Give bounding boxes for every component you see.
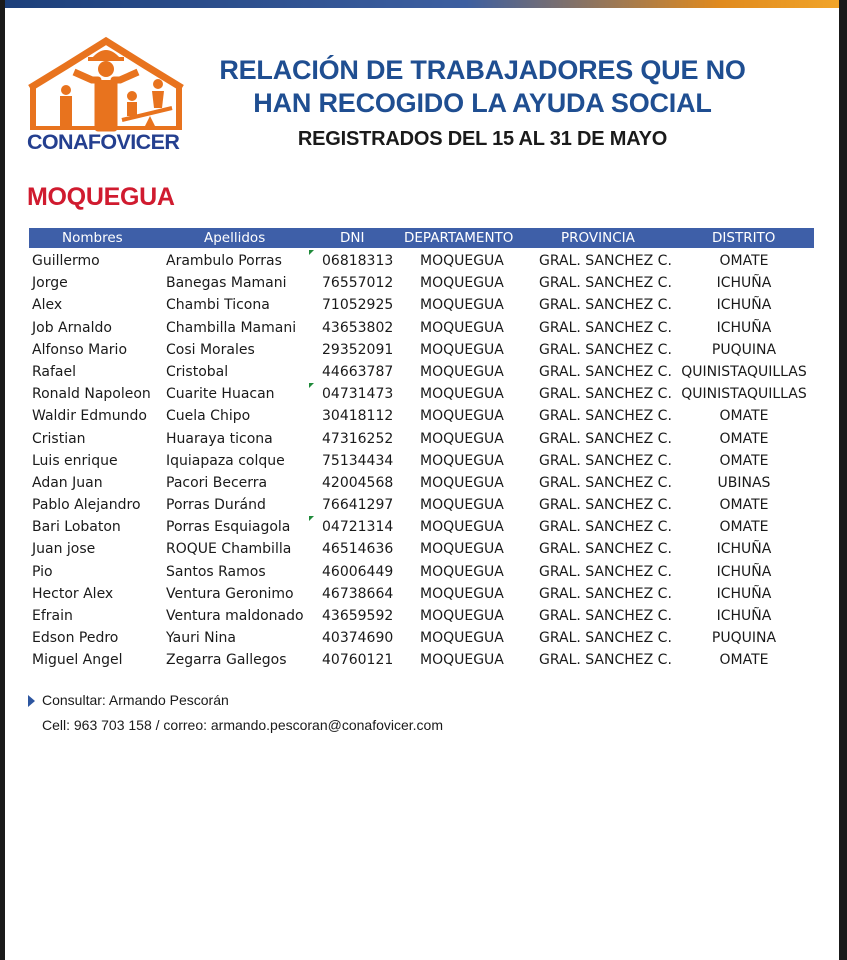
cell-marker-icon [309,383,314,388]
cell-departamento: MOQUEGUA [420,386,504,403]
cell-distrito: OMATE [719,253,769,269]
col-header-dni: DNI [340,230,365,246]
cell-apellidos: Yauri Nina [166,630,236,647]
cell-provincia: GRAL. SANCHEZ C. [539,608,672,624]
cell-distrito: OMATE [719,519,769,536]
cell-departamento: MOQUEGUA [420,563,504,580]
cell-nombres: Pablo Alejandro [32,497,141,514]
cell-nombres: Alfonso Mario [32,341,128,358]
cell-departamento: MOQUEGUA [420,519,504,536]
title-line-1: RELACIÓN DE TRABAJADORES QUE NO [219,55,746,85]
cell-provincia: GRAL. SANCHEZ C. [539,497,672,514]
triangle-right-icon [28,695,35,707]
cell-provincia: GRAL. SANCHEZ C. [539,519,672,536]
cell-nombres: Adan Juan [32,474,103,491]
table-row [0,516,847,538]
table-row [0,405,847,427]
cell-provincia: GRAL. SANCHEZ C. [539,563,672,580]
cell-dni: 75134434 [322,452,394,469]
table-row [0,605,847,627]
page-title [190,54,775,120]
cell-apellidos: Porras Duránd [166,497,266,514]
table-header [29,228,814,248]
cell-apellidos: Banegas Mamani [166,275,287,292]
cell-provincia: GRAL. SANCHEZ C. [539,253,672,269]
cell-nombres: Ronald Napoleon [32,386,151,403]
cell-nombres: Juan jose [32,541,96,558]
cell-provincia: GRAL. SANCHEZ C. [539,408,672,425]
cell-departamento: MOQUEGUA [420,430,504,447]
cell-apellidos: Ventura maldonado [166,608,304,624]
col-header-nombres: Nombres [62,230,123,246]
cell-distrito: ICHUÑA [716,275,772,292]
cell-distrito: ICHUÑA [716,585,772,602]
cell-departamento: MOQUEGUA [420,452,504,469]
cell-marker-icon [309,250,314,255]
cell-dni: 76641297 [322,497,394,514]
cell-nombres: Waldir Edmundo [32,408,147,425]
cell-dni: 04721314 [322,519,394,536]
cell-nombres: Miguel Angel [32,652,123,669]
cell-provincia: GRAL. SANCHEZ C. [539,585,672,602]
cell-distrito: QUINISTAQUILLAS [681,386,807,403]
cell-provincia: GRAL. SANCHEZ C. [539,452,672,469]
cell-nombres: Rafael [32,363,77,380]
cell-nombres: Pio [32,563,53,580]
cell-departamento: MOQUEGUA [420,541,504,558]
cell-apellidos: Huaraya ticona [166,430,273,447]
cell-nombres: Alex [32,297,63,314]
cell-apellidos: Cuarite Huacan [166,386,275,403]
cell-dni: 47316252 [322,430,394,447]
contact-name: Consultar: Armando Pescorán [42,692,229,708]
cell-provincia: GRAL. SANCHEZ C. [539,319,672,336]
cell-apellidos: Cristobal [166,363,229,380]
cell-provincia: GRAL. SANCHEZ C. [539,630,672,647]
cell-distrito: ICHUÑA [716,563,772,580]
cell-provincia: GRAL. SANCHEZ C. [539,430,672,447]
cell-marker-icon [309,516,314,521]
table-row [0,627,847,649]
col-header-departamento: DEPARTAMENTO [404,230,514,246]
cell-nombres: Bari Lobaton [32,519,121,536]
cell-distrito: QUINISTAQUILLAS [681,363,807,380]
cell-provincia: GRAL. SANCHEZ C. [539,386,672,403]
cell-provincia: GRAL. SANCHEZ C. [539,541,672,558]
cell-distrito: ICHUÑA [716,319,772,336]
cell-departamento: MOQUEGUA [420,275,504,292]
cell-distrito: OMATE [719,497,769,514]
table-body [0,250,847,672]
table-row [0,538,847,560]
cell-apellidos: Chambi Ticona [166,297,270,314]
title-line-2: HAN RECOGIDO LA AYUDA SOCIAL [253,88,712,118]
cell-departamento: MOQUEGUA [420,630,504,647]
col-header-apellidos: Apellidos [204,230,266,246]
cell-departamento: MOQUEGUA [420,608,504,624]
cell-dni: 04731473 [322,386,394,403]
cell-apellidos: Ventura Geronimo [166,585,294,602]
cell-provincia: GRAL. SANCHEZ C. [539,474,672,491]
cell-departamento: MOQUEGUA [420,585,504,602]
cell-apellidos: Zegarra Gallegos [166,652,287,669]
cell-nombres: Job Arnaldo [32,319,112,336]
table-row [0,272,847,294]
table-row [0,294,847,316]
cell-nombres: Hector Alex [32,585,114,602]
cell-distrito: UBINAS [717,474,771,491]
cell-dni: 42004568 [322,474,394,491]
cell-distrito: OMATE [719,652,769,669]
table-row [0,361,847,383]
cell-dni: 06818313 [322,253,394,269]
cell-apellidos: Arambulo Porras [166,253,282,269]
cell-provincia: GRAL. SANCHEZ C. [539,275,672,292]
cell-provincia: GRAL. SANCHEZ C. [539,363,672,380]
cell-apellidos: Cosi Morales [166,341,255,358]
cell-departamento: MOQUEGUA [420,253,504,269]
cell-dni: 46738664 [322,585,394,602]
cell-apellidos: Santos Ramos [166,563,266,580]
cell-distrito: ICHUÑA [716,541,772,558]
cell-departamento: MOQUEGUA [420,341,504,358]
cell-provincia: GRAL. SANCHEZ C. [539,341,672,358]
cell-distrito: ICHUÑA [716,608,772,624]
cell-nombres: Jorge [32,275,68,292]
cell-dni: 76557012 [322,275,394,292]
cell-nombres: Luis enrique [32,452,118,469]
cell-nombres: Guillermo [32,253,100,269]
region-heading: MOQUEGUA [27,183,175,211]
cell-distrito: ICHUÑA [716,297,772,314]
cell-apellidos: Cuela Chipo [166,408,251,425]
cell-dni: 43653802 [322,319,394,336]
table-row [0,472,847,494]
cell-departamento: MOQUEGUA [420,408,504,425]
table-row [0,494,847,516]
cell-distrito: OMATE [719,430,769,447]
table-row [0,428,847,450]
page-subtitle: REGISTRADOS DEL 15 AL 31 DE MAYO [297,128,668,150]
cell-nombres: Efrain [32,608,73,624]
table-row [0,250,847,272]
logo-text: CONAFOVICER [27,130,180,154]
table-row [0,583,847,605]
cell-nombres: Edson Pedro [32,630,119,647]
cell-nombres: Cristian [32,430,86,447]
cell-provincia: GRAL. SANCHEZ C. [539,652,672,669]
cell-apellidos: Porras Esquiagola [166,519,291,536]
cell-dni: 43659592 [322,608,394,624]
col-header-distrito: DISTRITO [712,230,776,246]
cell-apellidos: Iquiapaza colque [166,452,285,469]
cell-departamento: MOQUEGUA [420,297,504,314]
cell-distrito: OMATE [719,452,769,469]
table-row [0,339,847,361]
cell-dni: 40374690 [322,630,394,647]
cell-apellidos: Chambilla Mamani [166,319,297,336]
table-row [0,383,847,405]
cell-departamento: MOQUEGUA [420,497,504,514]
cell-departamento: MOQUEGUA [420,363,504,380]
cell-dni: 40760121 [322,652,394,669]
cell-dni: 46006449 [322,563,394,580]
cell-distrito: PUQUINA [711,630,777,647]
cell-departamento: MOQUEGUA [420,652,504,669]
cell-departamento: MOQUEGUA [420,319,504,336]
table-row [0,561,847,583]
cell-apellidos: Pacori Becerra [166,474,268,491]
cell-departamento: MOQUEGUA [420,474,504,491]
table-row [0,649,847,671]
table-row [0,450,847,472]
top-border [0,0,847,8]
cell-dni: 30418112 [322,408,394,425]
cell-apellidos: ROQUE Chambilla [166,541,292,558]
contact-details: Cell: 963 703 158 / correo: armando.pescoran@conafovicer.com [42,717,443,733]
cell-dni: 71052925 [322,297,394,314]
col-header-provincia: PROVINCIA [561,230,635,246]
cell-distrito: PUQUINA [711,341,777,358]
cell-dni: 46514636 [322,541,394,558]
table-row [0,317,847,339]
cell-distrito: OMATE [719,408,769,425]
cell-dni: 29352091 [322,341,394,358]
cell-dni: 44663787 [322,363,394,380]
cell-provincia: GRAL. SANCHEZ C. [539,297,672,314]
